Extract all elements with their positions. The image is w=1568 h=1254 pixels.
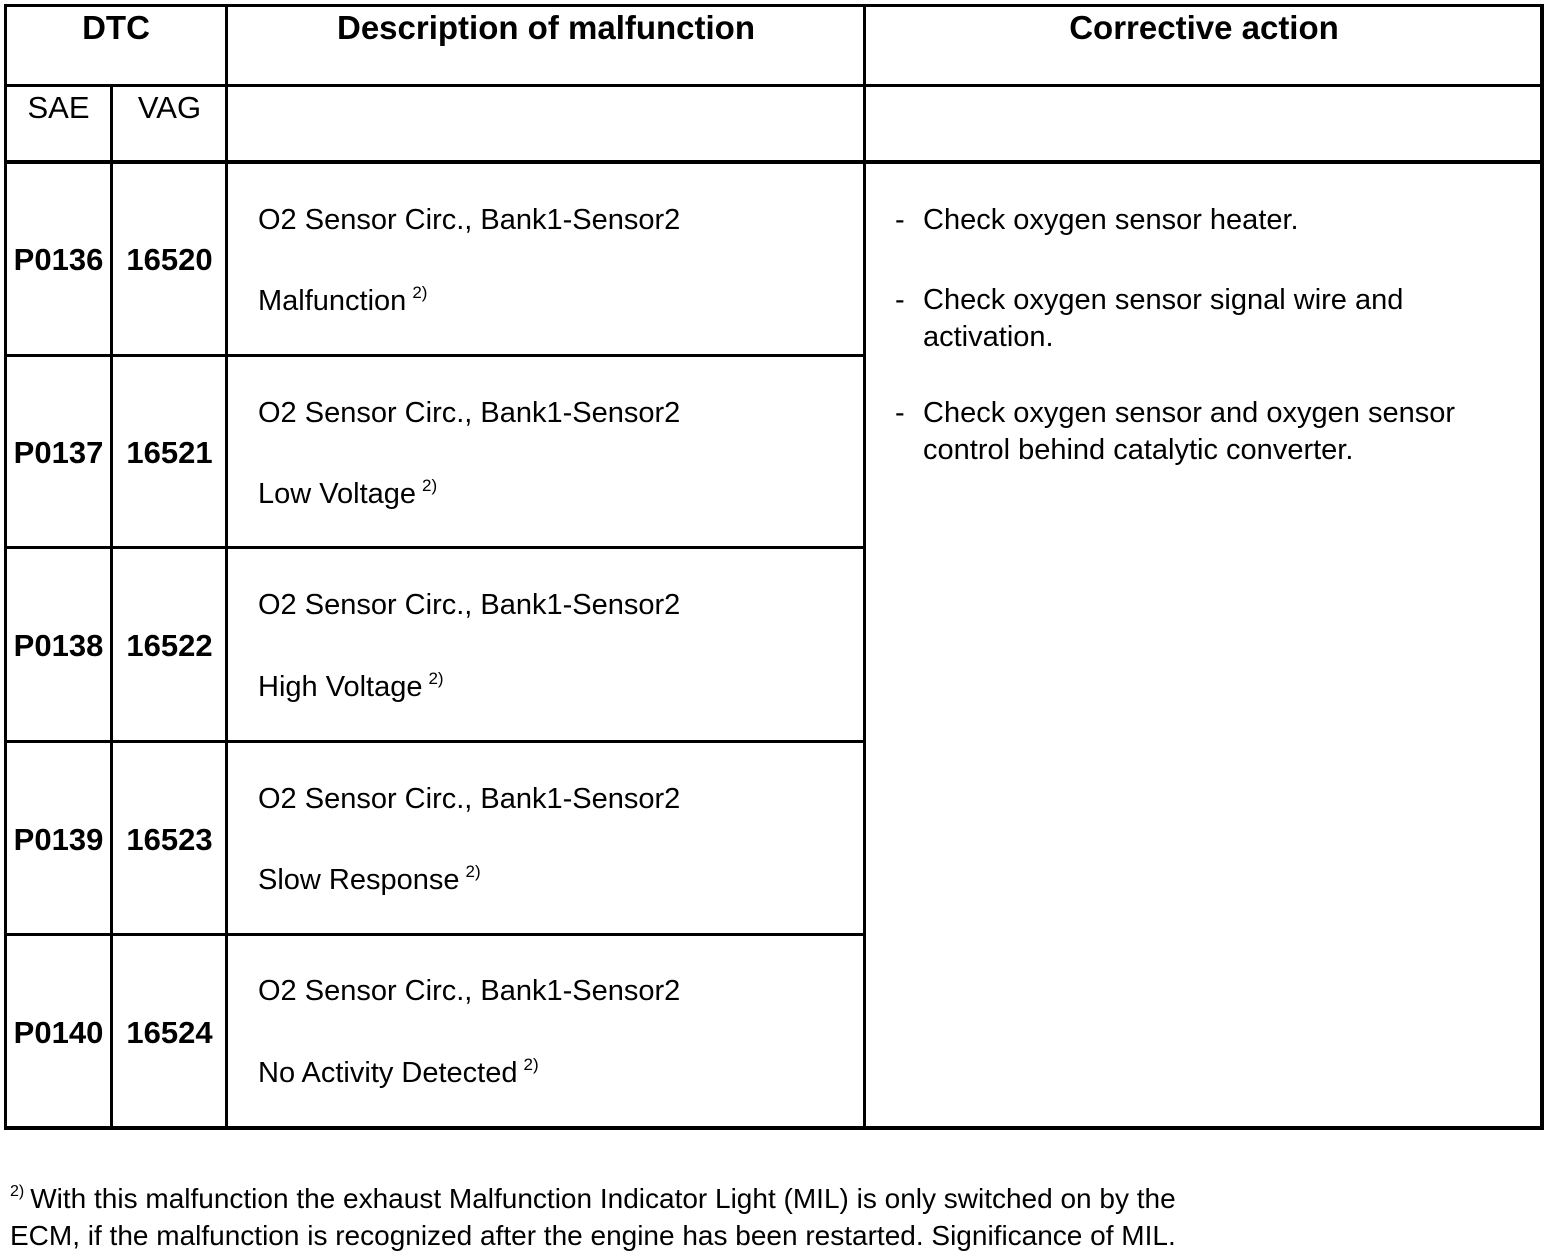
footnote-mark: 2) — [523, 1055, 539, 1074]
sae-code: P0137 — [13, 435, 104, 470]
malfunction-description: O2 Sensor Circ., Bank1-Sensor2 — [258, 589, 681, 621]
vag-code: 16524 — [126, 1015, 213, 1050]
header-description: Description of malfunction — [336, 9, 755, 46]
dash-bullet: - — [895, 397, 905, 429]
table-border-bottom — [4, 1126, 1544, 1130]
malfunction-description: Slow Response $^{2)}$ — [258, 862, 481, 896]
subheader-vag: VAG — [137, 90, 202, 125]
dash-bullet: - — [895, 204, 905, 236]
vag-code: 16522 — [126, 628, 213, 663]
dtc-desc-divider — [225, 4, 228, 1130]
table-border-top — [4, 4, 1544, 7]
table-border-right — [1540, 4, 1544, 1130]
header-divider — [4, 84, 1544, 87]
malfunction-description: No Activity Detected $^{2)}$ — [258, 1055, 539, 1089]
malfunction-description: O2 Sensor Circ., Bank1-Sensor2 — [258, 204, 681, 236]
malfunction-description: O2 Sensor Circ., Bank1-Sensor2 — [258, 975, 681, 1007]
table-border-left — [4, 4, 7, 1130]
subheader-divider — [4, 160, 1544, 164]
row-divider — [4, 354, 866, 357]
row-divider — [4, 546, 866, 549]
sae-code: P0136 — [13, 242, 104, 277]
footnote-mark: 2) — [465, 862, 481, 881]
sae-vag-divider — [110, 86, 113, 1130]
malfunction-description: Malfunction $^{2)}$ — [258, 283, 428, 317]
corrective-action-item — [895, 202, 1515, 239]
vag-code: 16520 — [126, 242, 213, 277]
malfunction-description: O2 Sensor Circ., Bank1-Sensor2 — [258, 783, 681, 815]
malfunction-description: O2 Sensor Circ., Bank1-Sensor2 — [258, 397, 681, 429]
dash-bullet: - — [895, 284, 905, 316]
footnote-mark: 2) — [10, 1183, 25, 1200]
sae-code: P0138 — [13, 628, 104, 663]
footnote-line: $^{2)}$ With this malfunction the exhaust Malfunction Indicator Light (MIL) is only switched on by the — [10, 1183, 1176, 1214]
desc-action-divider — [863, 4, 866, 1130]
header-corrective-action: Corrective action — [1069, 9, 1339, 46]
footnote-mark: 2) — [412, 283, 428, 302]
footnote — [10, 1173, 1176, 1254]
corrective-action-text: Check oxygen sensor and oxygen sensor control behind catalytic converter. — [923, 397, 1455, 466]
malfunction-description: Low Voltage $^{2)}$ — [258, 476, 438, 510]
corrective-action-item — [895, 282, 1455, 356]
sae-code: P0139 — [13, 822, 104, 857]
corrective-action-text: Check oxygen sensor signal wire and activation. — [923, 284, 1404, 353]
footnote-mark: 2) — [428, 669, 444, 688]
header-dtc: DTC — [82, 9, 150, 46]
malfunction-description: High Voltage $^{2)}$ — [258, 669, 444, 703]
subheader-sae: SAE — [27, 90, 90, 125]
footnote-line: ECM, if the malfunction is recognized after the engine has been restarted. Significance of MIL. — [10, 1220, 1176, 1251]
vag-code: 16521 — [126, 435, 213, 470]
corrective-action-item — [895, 395, 1515, 469]
vag-code: 16523 — [126, 822, 213, 857]
corrective-action-text: Check oxygen sensor heater. — [923, 204, 1299, 236]
row-divider — [4, 740, 866, 743]
row-divider — [4, 933, 866, 936]
sae-code: P0140 — [13, 1015, 104, 1050]
footnote-mark: 2) — [422, 476, 438, 495]
